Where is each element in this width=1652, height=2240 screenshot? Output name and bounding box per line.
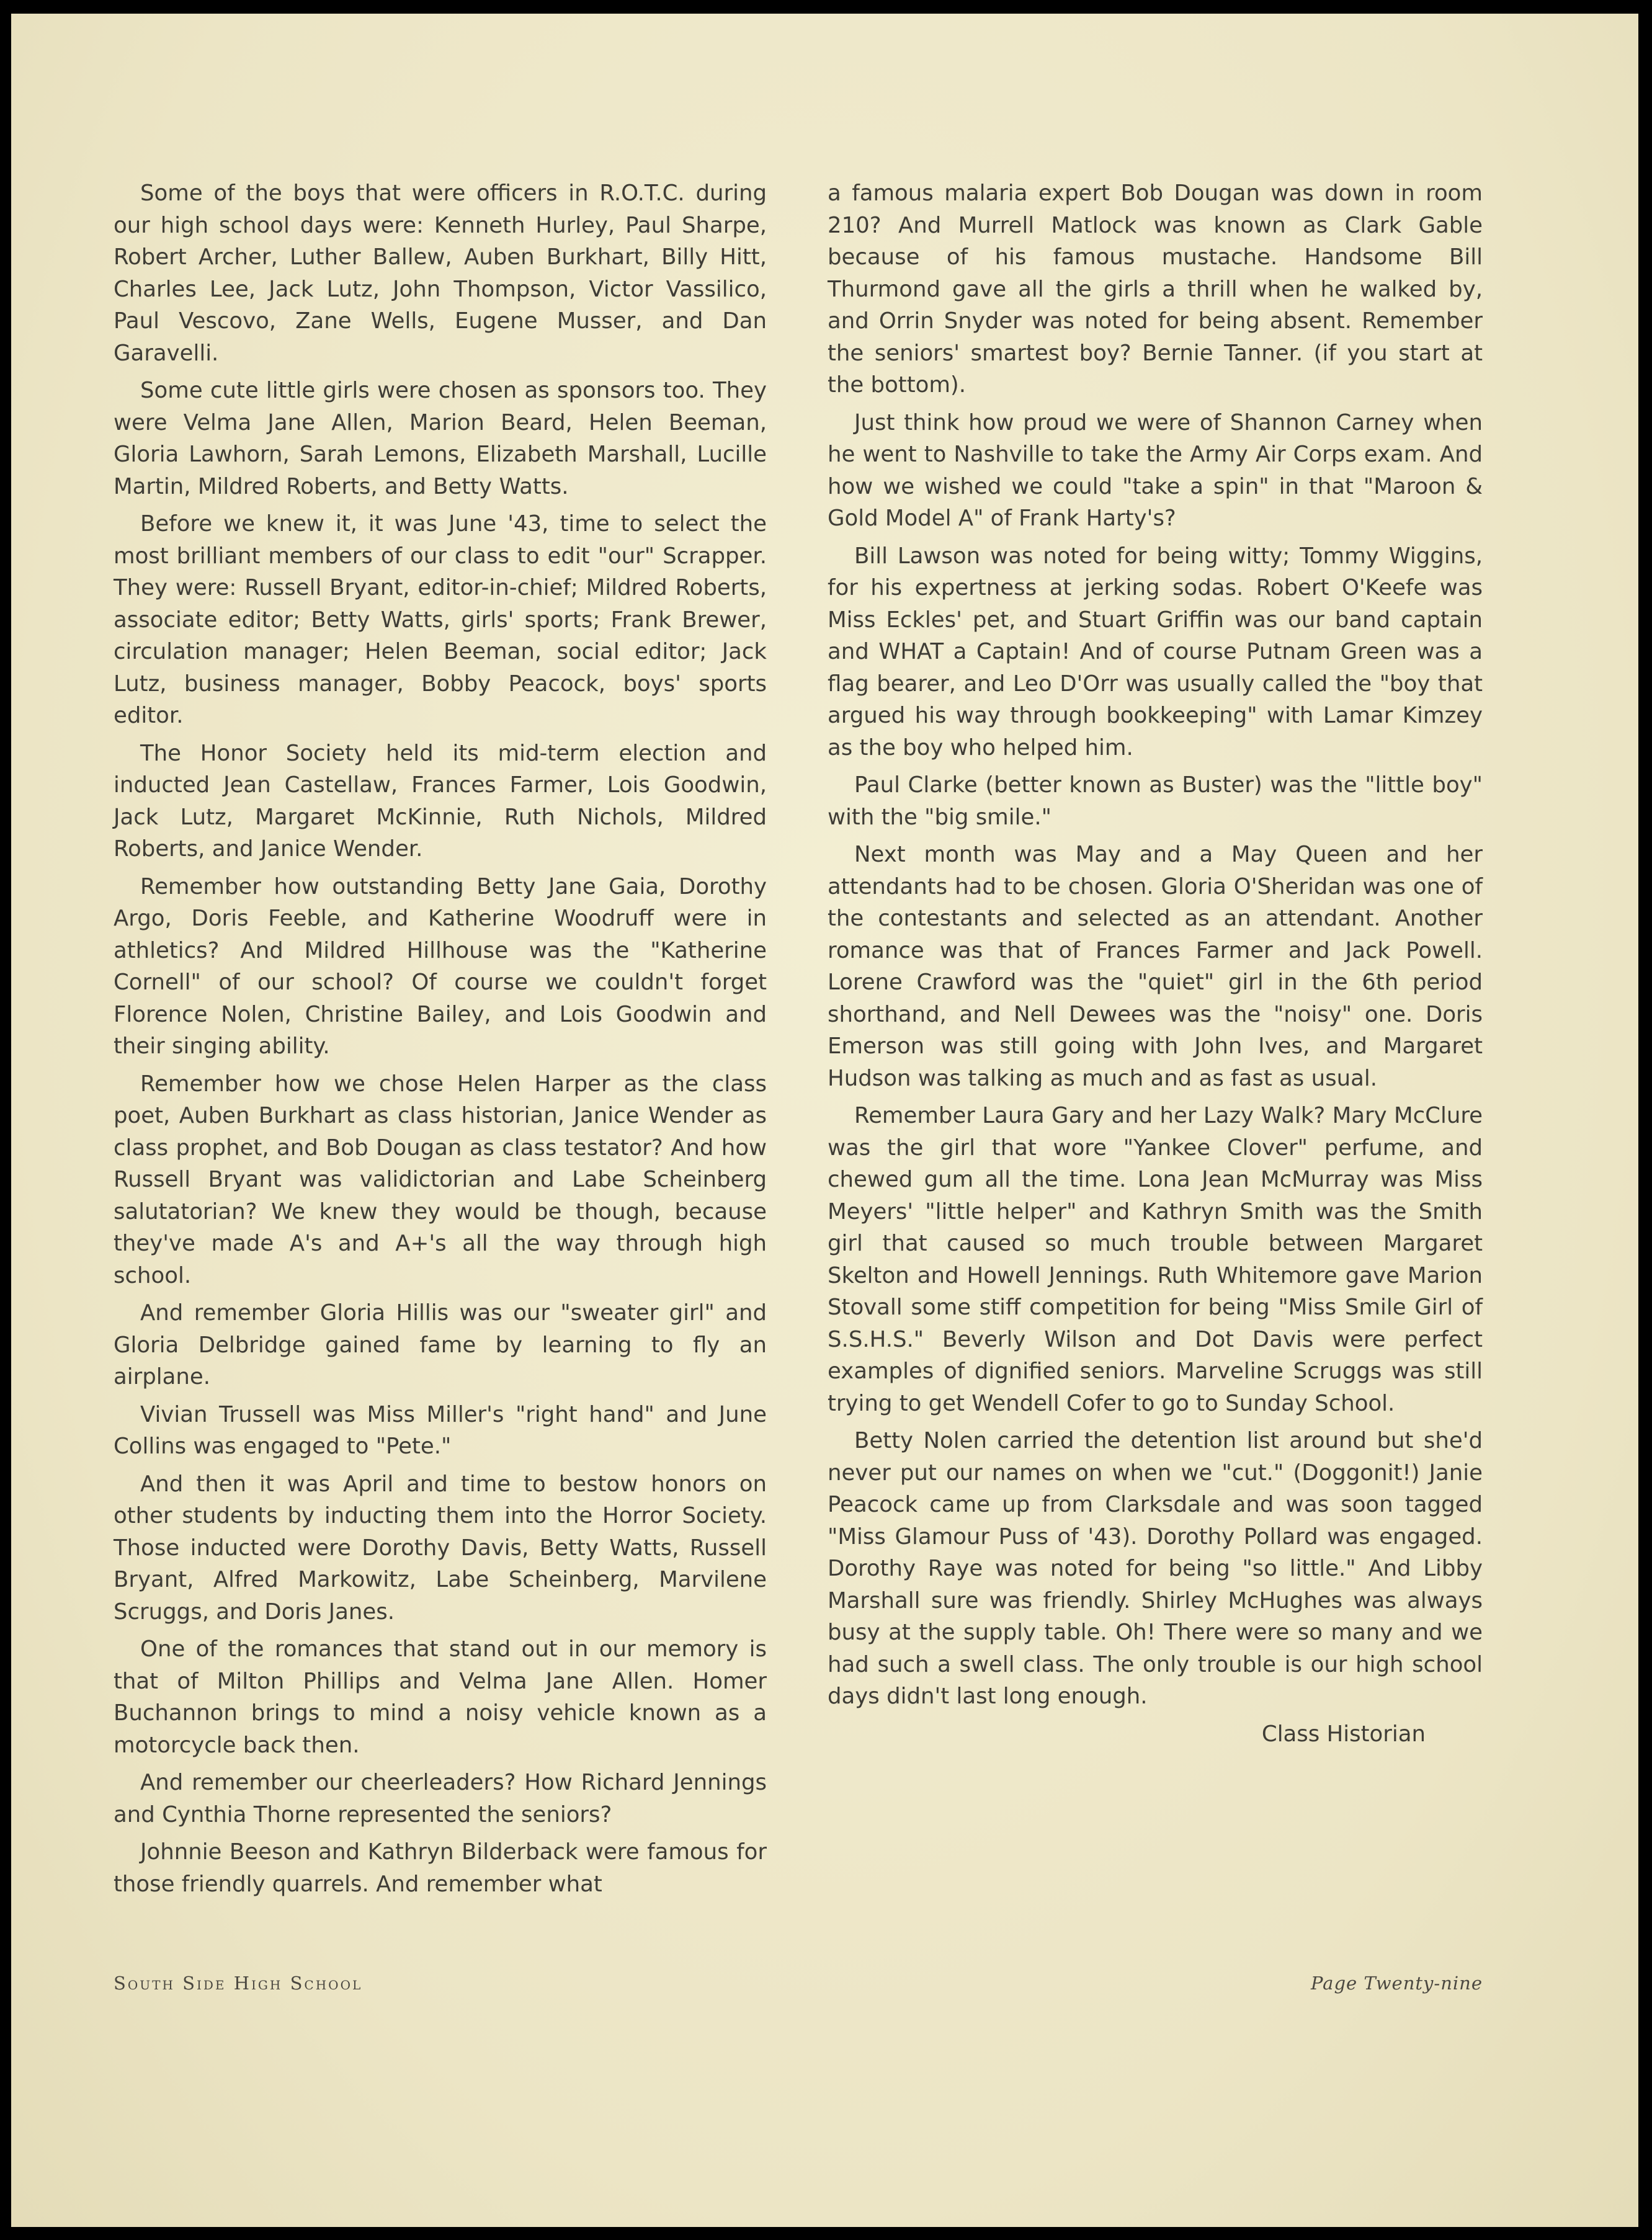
- paragraph: Remember how outstanding Betty Jane Gaia, Dorothy Argo, Doris Feeble, and Katherine Woodruff were in athletics? And Mildred Hillhouse was the "Katherine Cornell" of our school? Of course we couldn't forget Florence Nolen, Christine Bailey, and Lois Goodwin and their singing ability.: [114, 873, 767, 1059]
- footer-school-name: South Side High School: [114, 1973, 363, 1994]
- paragraph: a famous malaria expert Bob Dougan was down in room 210? And Murrell Matlock was known as Clark Gable because of his famous mustache. Handsome Bill Thurmond gave all the girls a thrill when he walked by, and Orrin Snyder was noted for being absent. Remember the seniors' smartest boy? Bernie Tanner. (if you start at the bottom).: [828, 181, 1483, 398]
- paragraph: Johnnie Beeson and Kathryn Bilderback were famous for those friendly quarrels. And remember what: [114, 1839, 767, 1897]
- paragraph: Some cute little girls were chosen as sponsors too. They were Velma Jane Allen, Marion Beard, Helen Beeman, Gloria Lawhorn, Sarah Lemons, Elizabeth Marshall, Lucille Martin, Mildred Roberts, and Betty Watts.: [114, 378, 767, 499]
- right-column: [828, 177, 1483, 1756]
- paragraph: Paul Clarke (better known as Buster) was the "little boy" with the "big smile.": [828, 772, 1483, 830]
- paragraph: Betty Nolen carried the detention list around but she'd never put our names on when we "cut." (Doggonit!) Janie Peacock came up from Clarksdale and was soon tagged "Miss Glamour Puss of '43). Dorothy Pollard was engaged. Dorothy Raye was noted for being "so little." And Libby Marshall sure was friendly. Shirley McHughes was always busy at the supply table. Oh! There were so many and we had such a swell class. The only trouble is our high school days didn't last long enough.: [828, 1428, 1483, 1709]
- signature: Class Historian: [1261, 1721, 1426, 1747]
- paragraph: The Honor Society held its mid-term election and inducted Jean Castellaw, Frances Farmer, Lois Goodwin, Jack Lutz, Margaret McKinnie, Ruth Nichols, Mildred Roberts, and Janice Wender.: [114, 740, 767, 862]
- paragraph: And then it was April and time to bestow honors on other students by inducting them into the Horror Society. Those inducted were Dorothy Davis, Betty Watts, Russell Bryant, Alfred Markowitz, Labe Scheinberg, Marvilene Scruggs, and Doris Janes.: [114, 1471, 767, 1625]
- paragraph: And remember our cheerleaders? How Richard Jennings and Cynthia Thorne represented the seniors?: [114, 1770, 767, 1827]
- paragraph: Vivian Trussell was Miss Miller's "right hand" and June Collins was engaged to "Pete.": [114, 1401, 767, 1459]
- paragraph: Some of the boys that were officers in R.O.T.C. during our high school days were: Kenneth Hurley, Paul Sharpe, Robert Archer, Luther Ballew, Auben Burkhart, Billy Hitt, Charles Lee, Jack Lutz, John Thompson, Victor Vassilico, Paul Vescovo, Zane Wells, Eugene Musser, and Dan Garavelli.: [114, 181, 767, 366]
- paragraph: And remember Gloria Hillis was our "sweater girl" and Gloria Delbridge gained fame by learning to fly an airplane.: [114, 1300, 767, 1390]
- paragraph: One of the romances that stand out in our memory is that of Milton Phillips and Velma Jane Allen. Homer Buchannon brings to mind a noisy vehicle known as a motorcycle back then.: [114, 1636, 767, 1758]
- paragraph: Just think how proud we were of Shannon Carney when he went to Nashville to take the Army Air Corps exam. And how we wished we could "take a spin" in that "Maroon & Gold Model A" of Frank Harty's?: [828, 409, 1483, 531]
- paragraph: Next month was May and a May Queen and her attendants had to be chosen. Gloria O'Sheridan was one of the contestants and selected as an attendant. Another romance was that of Frances Farmer and Jack Powell. Lorene Crawford was the "quiet" girl in the 6th period shorthand, and Nell Dewees was the "noisy" one. Doris Emerson was still going with John Ives, and Margaret Hudson was talking as much and as fast as usual.: [828, 842, 1483, 1091]
- paragraph: Remember Laura Gary and her Lazy Walk? Mary McClure was the girl that wore "Yankee Clover" perfume, and chewed gum all the time. Lona Jean McMurray was Miss Meyers' "little helper" and Kathryn Smith was the Smith girl that caused so much trouble between Margaret Skelton and Howell Jennings. Ruth Whitemore gave Marion Stovall some stiff competition for being "Miss Smile Girl of S.S.H.S." Beverly Wilson and Dot Davis were perfect examples of dignified seniors. Marveline Scruggs was still trying to get Wendell Cofer to go to Sunday School.: [828, 1103, 1483, 1416]
- paragraph: Before we knew it, it was June '43, time to select the most brilliant members of our class to edit "our" Scrapper. They were: Russell Bryant, editor-in-chief; Mildred Roberts, associate editor; Betty Watts, girls' sports; Frank Brewer, circulation manager; Helen Beeman, social editor; Jack Lutz, business manager, Bobby Peacock, boys' sports editor.: [114, 511, 767, 728]
- left-column: [114, 177, 767, 1906]
- footer-page-number: Page Twenty-nine: [1310, 1973, 1483, 1994]
- paragraph: Bill Lawson was noted for being witty; Tommy Wiggins, for his expertness at jerking sodas. Robert O'Keefe was Miss Eckles' pet, and Stuart Griffin was our band captain and WHAT a Captain! And of course Putnam Green was a flag bearer, and Leo D'Orr was usually called the "boy that argued his way through bookkeeping" with Lamar Kimzey as the boy who helped him.: [828, 543, 1483, 761]
- paragraph: Remember how we chose Helen Harper as the class poet, Auben Burkhart as class historian, Janice Wender as class prophet, and Bob Dougan as class testator? And how Russell Bryant was validictorian and Labe Scheinberg salutatorian? We knew they would be though, because they've made A's and A+'s all the way through high school.: [114, 1071, 767, 1288]
